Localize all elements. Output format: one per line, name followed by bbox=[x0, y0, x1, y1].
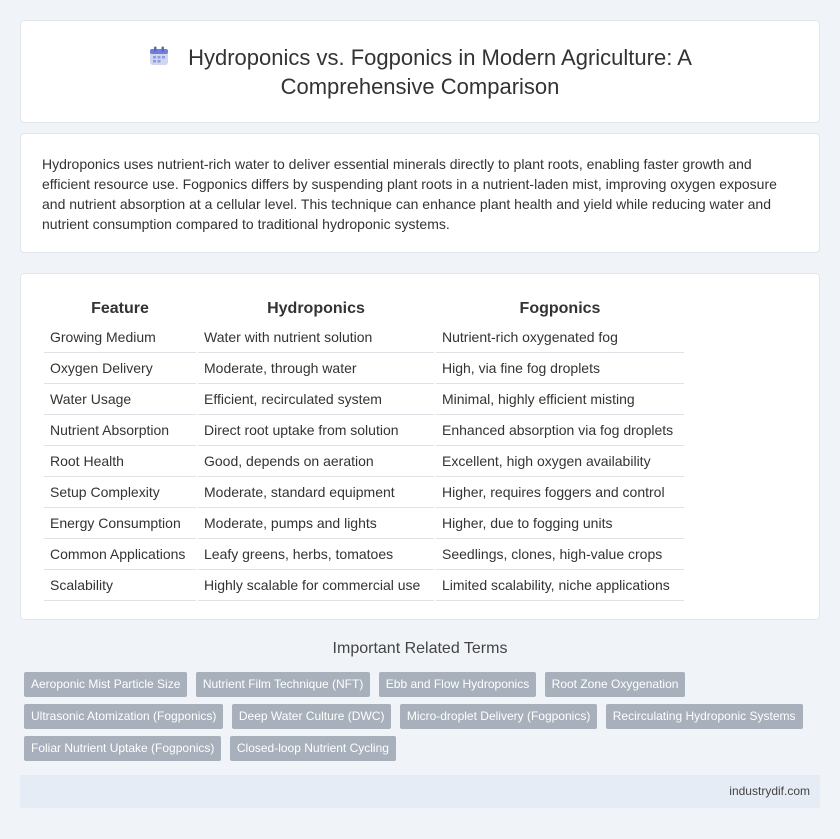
intro-card bbox=[20, 133, 820, 253]
header-fogponics: Fogponics bbox=[519, 300, 601, 317]
related-term-tag[interactable]: Micro-droplet Delivery (Fogponics) bbox=[400, 704, 597, 729]
footer bbox=[20, 775, 820, 808]
cell-fogponics: High, via fine fog droplets bbox=[436, 353, 684, 384]
page-title bbox=[21, 43, 819, 101]
table-row bbox=[44, 570, 684, 601]
table-row bbox=[44, 446, 684, 477]
intro-paragraph: Hydroponics uses nutrient-rich water to deliver essential minerals directly to plant roots, enabling faster growth and efficient resource use. Fogponics differs by suspending plant roots in a nutrient-laden mist, improving oxygen exposure and nutrient absorption at a cellular level. This technique can enhance plant health and yield while reducing water and nutrient consumption compared to traditional hydroponic systems. bbox=[42, 156, 777, 232]
cell-hydroponics: Good, depends on aeration bbox=[198, 446, 434, 477]
table-row bbox=[44, 415, 684, 446]
cell-fogponics: Seedlings, clones, high-value crops bbox=[436, 539, 684, 570]
cell-feature: Growing Medium bbox=[44, 322, 196, 353]
cell-feature: Water Usage bbox=[44, 384, 196, 415]
table-row bbox=[44, 539, 684, 570]
table-row bbox=[44, 508, 684, 539]
table-header-row bbox=[44, 296, 684, 322]
comparison-table bbox=[42, 296, 686, 601]
cell-hydroponics: Water with nutrient solution bbox=[198, 322, 434, 353]
cell-hydroponics: Moderate, standard equipment bbox=[198, 477, 434, 508]
cell-feature: Nutrient Absorption bbox=[44, 415, 196, 446]
cell-fogponics: Higher, requires foggers and control bbox=[436, 477, 684, 508]
cell-fogponics: Excellent, high oxygen availability bbox=[436, 446, 684, 477]
cell-feature: Energy Consumption bbox=[44, 508, 196, 539]
footer-site-link[interactable]: industrydif.com bbox=[729, 784, 810, 798]
related-term-tag[interactable]: Nutrient Film Technique (NFT) bbox=[196, 672, 371, 697]
cell-hydroponics: Highly scalable for commercial use bbox=[198, 570, 434, 601]
title-line-2: Comprehensive Comparison bbox=[280, 74, 560, 99]
cell-fogponics: Minimal, highly efficient misting bbox=[436, 384, 684, 415]
header-hydroponics: Hydroponics bbox=[267, 300, 365, 317]
cell-hydroponics: Efficient, recirculated system bbox=[198, 384, 434, 415]
title-line-1: Hydroponics vs. Fogponics in Modern Agriculture: A bbox=[188, 45, 692, 70]
table-row bbox=[44, 384, 684, 415]
cell-feature: Oxygen Delivery bbox=[44, 353, 196, 384]
related-term-tag[interactable]: Deep Water Culture (DWC) bbox=[232, 704, 392, 729]
related-term-tag[interactable]: Foliar Nutrient Uptake (Fogponics) bbox=[24, 736, 221, 761]
related-term-tag[interactable]: Closed-loop Nutrient Cycling bbox=[230, 736, 396, 761]
cell-hydroponics: Moderate, pumps and lights bbox=[198, 508, 434, 539]
cell-hydroponics: Moderate, through water bbox=[198, 353, 434, 384]
cell-fogponics: Nutrient-rich oxygenated fog bbox=[436, 322, 684, 353]
comparison-card bbox=[20, 273, 820, 620]
related-terms-list bbox=[24, 672, 814, 768]
calendar-icon bbox=[148, 45, 170, 67]
header-feature: Feature bbox=[91, 300, 149, 317]
table-row bbox=[44, 477, 684, 508]
related-term-tag[interactable]: Recirculating Hydroponic Systems bbox=[606, 704, 803, 729]
title-card bbox=[20, 20, 820, 123]
cell-hydroponics: Direct root uptake from solution bbox=[198, 415, 434, 446]
cell-feature: Scalability bbox=[44, 570, 196, 601]
cell-fogponics: Enhanced absorption via fog droplets bbox=[436, 415, 684, 446]
cell-feature: Common Applications bbox=[44, 539, 196, 570]
cell-feature: Root Health bbox=[44, 446, 196, 477]
related-term-tag[interactable]: Ultrasonic Atomization (Fogponics) bbox=[24, 704, 223, 729]
related-terms-title: Important Related Terms bbox=[332, 640, 508, 657]
cell-fogponics: Higher, due to fogging units bbox=[436, 508, 684, 539]
cell-fogponics: Limited scalability, niche applications bbox=[436, 570, 684, 601]
table-row bbox=[44, 322, 684, 353]
table-row bbox=[44, 353, 684, 384]
related-term-tag[interactable]: Ebb and Flow Hydroponics bbox=[379, 672, 536, 697]
related-term-tag[interactable]: Aeroponic Mist Particle Size bbox=[24, 672, 187, 697]
cell-hydroponics: Leafy greens, herbs, tomatoes bbox=[198, 539, 434, 570]
cell-feature: Setup Complexity bbox=[44, 477, 196, 508]
related-term-tag[interactable]: Root Zone Oxygenation bbox=[545, 672, 686, 697]
